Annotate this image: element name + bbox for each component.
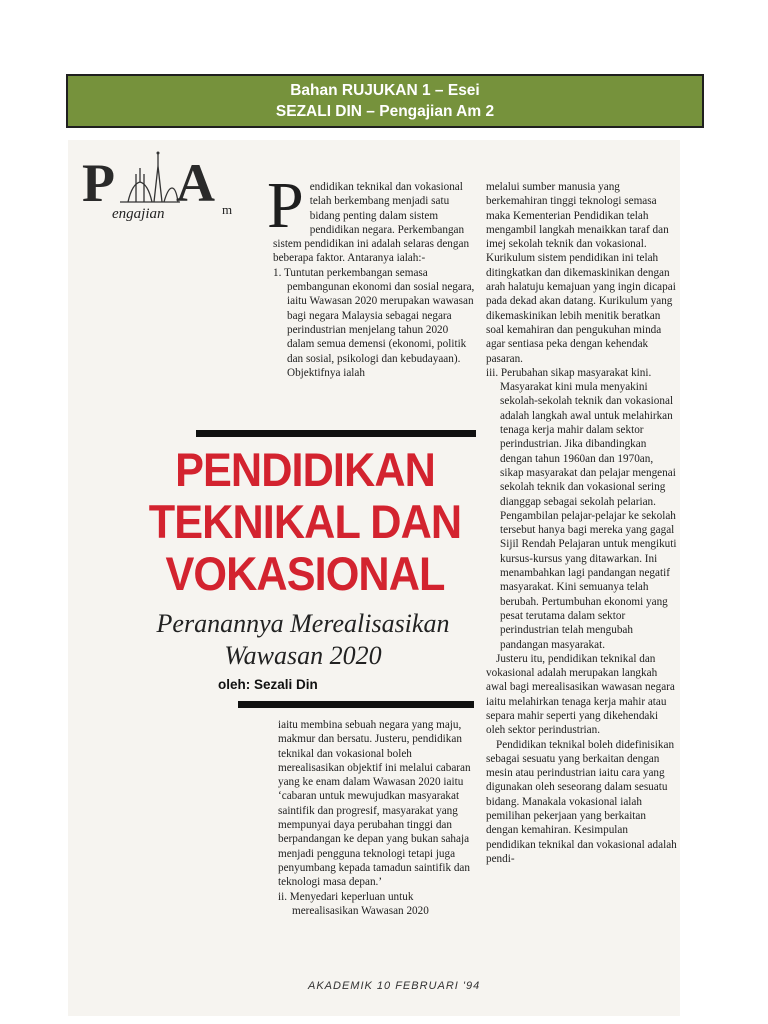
list-item-3: iii. Perubahan sikap masyarakat kini. Masyarakat kini mula menyakini sekolah-sekolah teknik dan vokasional adalah langkah awal untuk melahirkan tenaga kerja mahir dalam sektor perindustrian. Jika dibandingkan dengan tahun 1960an dan 1970an, sikap masyarakat dan pelajar mengenai sekolah teknik dan vokasional sering dianggap sebagai sekolah pelarian. Pengambilan pelajar-pelajar ke sekolah tersebut hanya bagi mereka yang gagal Sijil Rendah Pelajaran untuk mengikuti kursus-kursus yang ditawarkan. Ini menambahkan lagi pandangan negatif masyarakat. Kini semuanya telah berubah. Pertumbuhan ekonomi yang pesat terutama dalam sektor perindustrian telah mengubah pandangan masyarakat. — [486, 366, 677, 651]
article-subtitle — [108, 608, 498, 672]
banner-line-1: Bahan RUJUKAN 1 – Esei — [290, 82, 480, 99]
column-2-paragraph-3: Pendidikan teknikal boleh didefinisikan sebagai sesuatu yang berkaitan dengan mesin atau perindustrian iaitu cara yang digunakan oleh seseorang dalam sesuatu bidang. Manakala vokasional ialah pemilihan pekerjaan yang berkaitan dengan kemahiran. Kesimpulan pendidikan teknikal dan vokasional adalah pendi- — [486, 738, 677, 865]
logo-letter-m: m — [222, 202, 233, 217]
intro-paragraph — [267, 169, 476, 266]
scanned-article-page — [68, 140, 680, 1016]
article-column-2 — [486, 180, 678, 866]
article-column-3 — [278, 718, 476, 918]
title-banner — [66, 74, 704, 128]
column-2-paragraph-2: Justeru itu, pendidikan teknikal dan vokasional adalah merupakan langkah awal bagi merealisasikan wawasan negara iaitu melahirkan tenaga kerja mahir atau separa mahir seperti yang dikehendaki oleh sektor perindustrian. — [486, 652, 675, 737]
banner-line-2: SEZALI DIN – Pengajian Am 2 — [275, 103, 495, 120]
byline-bottom-rule — [238, 701, 474, 708]
drop-cap: P — [267, 169, 304, 242]
headline-line-1: PENDIDIKAN — [175, 443, 435, 496]
page-footer: AKADEMIK 10 FEBRUARI '94 — [308, 980, 481, 992]
intro-text: endidikan teknikal dan vokasional telah berkembang menjadi satu bidang penting dalam sistem pendidikan negara. Perkembangan sistem pendidikan ini adalah selaras dengan beberapa faktor. Antaranya ialah:- — [273, 181, 470, 265]
article-headline — [135, 444, 475, 600]
subtitle-line-1: Peranannya Merealisasikan — [156, 609, 450, 638]
subtitle-line-2: Wawasan 2020 — [224, 641, 382, 670]
pengajian-am-logo — [80, 144, 233, 230]
headline-line-2: TEKNIKAL DAN — [148, 495, 462, 548]
headline-line-3: VOKASIONAL — [165, 547, 445, 600]
column-3-paragraph: iaitu membina sebuah negara yang maju, makmur dan bersatu. Justeru, pendidikan teknikal dan vokasional boleh merealisasikan objektif ini melalui cabaran yang ke enam dalam Wawasan 2020 iaitu ‘cabaran untuk mewujudkan masyarakat saintifik dan progresif, masyarakat yang mempunyai daya perubahan tinggi dan berpandangan ke depan yang bukan sahaja menjadi pengguna teknologi tetapi juga penyumbang kepada tamadun saintifik dan teknologi masa depan.’ — [278, 719, 471, 889]
logo-letter-a: A — [176, 153, 215, 213]
headline-top-rule — [196, 430, 476, 437]
list-item-1: 1. Tuntutan perkembangan semasa pembangunan ekonomi dan sosial negara, iaitu Wawasan 2020 merupakan wawasan bagi negara Malaysia sebagai negara perindustrian menjelang tahun 2020 dalam semua demensi (ekonomi, politik dan sosial, psikologi dan kebudayaan). Objektifnya ialah — [273, 266, 475, 379]
logo-letter-p: P — [82, 153, 115, 213]
article-column-1 — [267, 169, 476, 380]
column-2-paragraph-1: melalui sumber manusia yang berkemahiran tinggi teknologi semasa maka Kementerian Pendidikan telah mengambil langkah menaikkan taraf dan imej sekolah teknik dan vokasional. Kurikulum sistem pendidikan ini telah ditingkatkan dan dikemaskinikan dengan arah halatuju kemajuan yang ingin dicapai pada dekad akan datang. Kurikulum yang dikemaskinikan lebih menitik beratkan soal kemahiran dan pengukuhan minda agar sentiasa peka dengan kehendak pasaran. — [486, 181, 676, 365]
logo-word: engajian — [112, 206, 165, 222]
author-byline: oleh: Sezali Din — [218, 677, 318, 692]
list-item-2: ii. Menyedari keperluan untuk merealisasikan Wawasan 2020 — [278, 890, 429, 917]
